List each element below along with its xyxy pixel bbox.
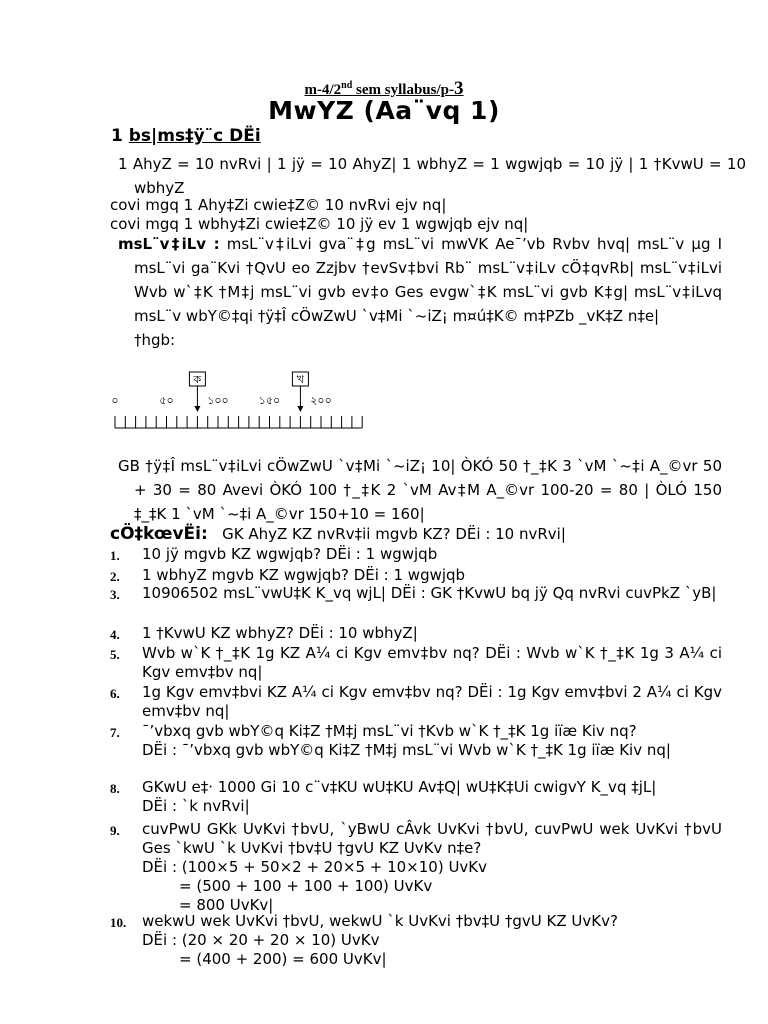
header-suffix: sem syllabus/p- bbox=[352, 82, 454, 98]
qa-item bbox=[110, 778, 722, 816]
section-label: bs|ms‡ÿ¨c DËi bbox=[128, 126, 261, 146]
paragraph-reading-ahyz: covi mgq 1 Ahy‡Zi cwie‡Z© 10 nvRvi ejv nq| bbox=[110, 196, 447, 214]
qa-item-number: 7. bbox=[110, 725, 120, 740]
marker-arrow-head bbox=[297, 406, 303, 412]
qa-question: Wvb w`K †_‡K 1g KZ A¼ ci Kgv emv‡bv nq? DËi : Wvb w`K †_‡K 1g 3 A¼ ci Kgv emv‡bv nq| bbox=[142, 644, 722, 681]
header-prefix: m-4/2 bbox=[304, 82, 342, 98]
number-line-text: msL¨v‡iLvi gva¨‡g msL¨vi mwVK Ae¯’vb Rvbv hvq| msL¨v µg I msL¨vi ga¨Kvi †QvU eo Zzjbv †evSv‡bvi Rb¨ msL¨v‡iLv cÖ‡qvRb| msL¨v‡iLvi Wvb w`‡K †M‡j msL¨vi gvb ev‡o Ges evgw`‡K msL¨vi gvb K‡g| msL¨v‡iLvq msL¨v wbY©‡qi †ÿ‡Î cÖwZwU `v‡Mi `~iZ¡ m¤ú‡K© m‡PZb _vK‡Z n‡e| bbox=[134, 235, 723, 325]
qa-item-number: 3. bbox=[110, 587, 120, 602]
marker-arrow-head bbox=[194, 406, 200, 412]
paragraph-units: 1 AhyZ = 10 nvRvi | 1 jÿ = 10 AhyZ| 1 wbhyZ = 1 wgwjqb = 10 jÿ | 1 †KvwU = 10 wbhyZ bbox=[118, 155, 746, 197]
paragraph-number-line bbox=[110, 232, 722, 352]
qa-item-number: 10. bbox=[110, 915, 127, 930]
qa-question: 10906502 msL¨vwU‡K K_vq wjL| DËi : GK †KvwU bq jÿ Qq nvRvi cuvPkZ `yB| bbox=[142, 584, 717, 602]
qa-item-body bbox=[142, 722, 722, 760]
number-line-tick-label: ১৫০ bbox=[258, 394, 281, 407]
qa-answer-continuation: = (400 + 200) = 600 UvKv| bbox=[179, 950, 387, 968]
qa-question: cuvPwU GKk UvKvi †bvU, `yBwU cÂvk UvKvi †bvU, cuvPwU wek UvKvi †bvU Ges `kwU `k UvKvi †bv‡U †gvU KZ UvKv n‡e? bbox=[142, 820, 722, 857]
section-num: 1 bbox=[111, 126, 123, 146]
page-title: MwYZ (Aa¨vq 1) bbox=[268, 96, 500, 125]
qa-item bbox=[110, 820, 722, 915]
paragraph-explanation bbox=[110, 454, 722, 526]
qa-question: 1 wbhyZ mgvb KZ wgwjqb? DËi : 1 wgwjqb bbox=[142, 566, 466, 584]
qa-question: GKwU e‡· 1000 Gi 10 c¨v‡KU wU‡KU Av‡Q| wU‡K‡Ui cwigvY K_vq ‡jL| bbox=[142, 778, 657, 796]
number-line-figure bbox=[105, 368, 395, 438]
example-label: †hgb: bbox=[134, 331, 176, 349]
qa-item bbox=[110, 584, 722, 603]
header-sup: nd bbox=[341, 80, 353, 91]
qa-intro: GK AhyZ KZ nvRv‡ii mgvb KZ? DËi : 10 nvRvi| bbox=[222, 525, 566, 543]
qa-item bbox=[110, 683, 722, 721]
qa-item-body bbox=[142, 545, 722, 564]
qa-answer-continuation: = (500 + 100 + 100 + 100) UvKv bbox=[179, 877, 433, 895]
number-line-tick-label: ১০০ bbox=[207, 394, 229, 407]
qa-heading: cÖ‡kœvËi: bbox=[110, 524, 208, 544]
qa-item-number: 5. bbox=[110, 647, 120, 662]
qa-question: 1g Kgv emv‡bvi KZ A¼ ci Kgv emv‡bv nq? DËi : 1g Kgv emv‡bvi 2 A¼ ci Kgv emv‡bv nq| bbox=[142, 683, 722, 720]
qa-item bbox=[110, 644, 722, 682]
qa-item-body bbox=[142, 778, 722, 816]
qa-question: 1 †KvwU KZ wbhyZ? DËi : 10 wbhyZ| bbox=[142, 624, 418, 642]
qa-item bbox=[110, 912, 722, 969]
marker-k-label: ক bbox=[193, 373, 202, 386]
qa-item bbox=[110, 722, 722, 760]
qa-question: wekwU wek UvKvi †bvU, wekwU `k UvKvi †bv‡U †gvU KZ UvKv? bbox=[142, 912, 618, 930]
qa-item-body bbox=[142, 912, 722, 969]
qa-item-number: 8. bbox=[110, 781, 120, 796]
number-line-tick-label: ৫০ bbox=[159, 394, 174, 407]
qa-answer: DËi : (100×5 + 50×2 + 20×5 + 10×10) UvKv bbox=[142, 858, 488, 876]
qa-item-number: 2. bbox=[110, 569, 120, 584]
paragraph-reading-nihyz: covi mgq 1 wbhy‡Zi cwie‡Z© 10 jÿ ev 1 wgwjqb ejv nq| bbox=[110, 215, 529, 233]
qa-item-number: 1. bbox=[110, 548, 120, 563]
explanation-text: GB †ÿ‡Î msL¨v‡iLvi cÖwZwU `v‡Mi `~iZ¡ 10| ÒKÓ 50 †_‡K 3 `vM `~‡i A_©vr 50 + 30 = 80 Avevi ÒKÓ 100 †_‡K 2 `vM Av‡M A_©vr 100-20 = 80 | ÒLÓ 150 ‡_‡K 1 `vM `~‡i A_©vr 150+10 = 160| bbox=[118, 457, 722, 523]
qa-item-body bbox=[142, 624, 722, 643]
qa-item-number: 6. bbox=[110, 686, 120, 701]
qa-item bbox=[110, 624, 722, 643]
qa-heading-line bbox=[110, 524, 566, 544]
qa-question: 10 jÿ mgvb KZ wgwjqb? DËi : 1 wgwjqb bbox=[142, 545, 438, 563]
qa-item-body bbox=[142, 566, 722, 585]
qa-item-body bbox=[142, 683, 722, 721]
qa-answer: DËi : ¯’vbxq gvb wbY©q Ki‡Z †M‡j msL¨vi Wvb w`K †_‡K 1g iïæ Kiv nq| bbox=[142, 741, 671, 759]
qa-item bbox=[110, 566, 722, 585]
number-line-label: msL¨v‡iLv : bbox=[118, 235, 220, 253]
number-line-tick-label: ০ bbox=[111, 394, 119, 407]
section-heading bbox=[111, 126, 261, 146]
qa-answer-continuation: = 800 UvKv| bbox=[179, 896, 274, 914]
qa-question: ¯’vbxq gvb wbY©q Ki‡Z †M‡j msL¨vi †Kvb w`K †_‡K 1g iïæ Kiv nq? bbox=[142, 722, 637, 740]
qa-item-number: 9. bbox=[110, 823, 120, 838]
qa-item-body bbox=[142, 644, 722, 682]
qa-answer: DËi : (20 × 20 + 20 × 10) UvKv bbox=[142, 931, 380, 949]
header-page-num: 3 bbox=[454, 78, 464, 99]
number-line-tick-label: ২০০ bbox=[310, 394, 332, 407]
qa-item-body bbox=[142, 584, 722, 603]
qa-item-number: 4. bbox=[110, 627, 120, 642]
qa-item-body bbox=[142, 820, 722, 915]
marker-kh-label: খ bbox=[296, 373, 305, 386]
qa-answer: DËi : `k nvRvi| bbox=[142, 797, 250, 815]
qa-item bbox=[110, 545, 722, 564]
